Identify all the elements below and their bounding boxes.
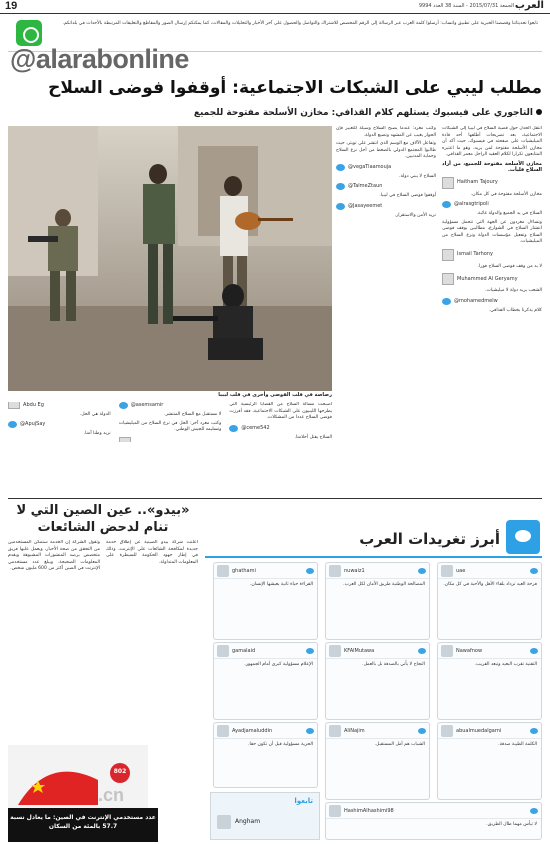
tweet-user: @alrasgtripoli [454,201,489,208]
tweet-card-user: Nawafnow [456,647,483,654]
twitter-bird-icon [336,164,345,171]
avatar [217,815,231,829]
tweet-text: أوقفوا فوضى السلاح في ليبيا. [379,193,436,198]
tweet-text: نريد الأمن والاستقرار. [394,212,436,218]
masthead-logo: العرب [514,0,544,11]
tweet-card-user: Ayadjamaluddin [232,727,273,734]
tweet-card-text: المصالحة الوطنية طريق الأمان لكل العرب. [343,582,425,587]
tweet-embed[interactable] [119,402,222,409]
twitter-bird-icon [418,648,426,654]
tweet-user: @vegaTiaamouja [348,163,392,170]
tweet-embed[interactable] [336,183,436,190]
tweet-quote: مخازن الأسلحة مفتوحة للجميع، من أراد السلاح فليأت. [442,160,542,173]
china-article-body [8,540,198,740]
tweets-section-title: أبرز تغريدات العرب [359,530,500,548]
tweet-embed[interactable] [336,164,436,171]
tweet-card-user: gamalaid [232,647,256,654]
tweet-card-text: الكلمة الطيبة صدقة. [498,742,537,747]
whatsapp-icon [16,20,42,46]
tweet-text: نريد وطنا آمنا. [83,431,111,437]
follow-box[interactable] [210,792,320,840]
tweet-user: @asemsamir [130,402,164,409]
tweet-user: @ApujSay [20,421,46,428]
domain-label: .cn [98,785,125,805]
tweet-card[interactable] [213,642,318,720]
tweet-card[interactable] [325,802,542,840]
tweet-text: لا مستقبل مع السلاح المنتشر. [164,412,222,417]
tweet-embed[interactable] [442,177,542,189]
tweet-card-user: AliNajim [344,727,365,734]
main-photo [8,126,332,391]
twitter-bird-icon [306,728,314,734]
twitter-bird-icon [530,808,538,814]
tweet-card-user: abualmuedalgarni [456,727,502,734]
tweet-embed[interactable] [442,249,542,261]
tweet-card-text: الشباب هم أمل المستقبل. [374,742,425,747]
china-body: وتقول الشركة إن الخدمة ستمكن المستخدمين من التحقق من صحة الأخبار، ويعمل عليها فريق متخصص يرصد المنشورات المشبوهة ويقدم المعلومات الصحيحة. ويبلغ عدد مستخدمي الإنترنت في الصين أكثر من 600 مليون شخص. [8,540,100,571]
page-number: 19 [5,0,18,12]
twitter-bird-icon [336,183,345,190]
tweet-embed[interactable] [442,298,542,305]
twitter-bird-icon [8,421,17,428]
tweet-user: Muhammed Al Geryamy [457,275,518,282]
china-article-title: «بيدو».. عين الصين التي لا تنام لدحض الشائعات [16,503,190,535]
fighters-photo [8,126,332,391]
tweet-text: مخازن الأسلحة مفتوحة في كل مكان. [470,191,542,197]
twitter-bird-icon [530,648,538,654]
tweet-card-text: لا تيأس مهما طال الطريق. [486,822,537,827]
twitter-bird-icon [530,568,538,574]
tweet-embed[interactable] [336,203,436,210]
article-column-middle [336,126,436,494]
avatar [441,725,453,737]
section-rule [205,556,542,558]
tweet-user: @Jasayeemet [348,202,383,209]
tweet-embed[interactable] [229,425,332,432]
bullet-icon [536,109,542,115]
tweet-card-text: فرحة العيد تزداد بلقاء الأهل والأحبة في كل مكان. [443,582,537,587]
follow-label: تابعوا [294,797,313,805]
headline: مطلب ليبي على الشبكات الاجتماعية: أوقفوا فوضى السلاح [48,78,542,98]
twitter-bird-icon [442,298,451,305]
avatar [441,645,453,657]
article-column-left [8,402,332,494]
avatar [329,725,341,737]
tweet-card[interactable] [325,562,430,640]
tweet-card[interactable] [437,722,542,800]
badge-count: 802 [113,768,127,775]
follow-user: Angham [235,818,261,825]
tweet-card-text: القراءة حياة ثانية يعيشها الإنسان. [249,582,313,587]
tweet-user: @mohamedmelw [454,297,498,304]
tweet-text: السلاح في يد الجميع والدولة غائبة. [476,211,542,216]
tweet-embed[interactable] [8,421,111,428]
column-body: وتفاعل الآلاف مع الوسم الذي انتشر على تويتر، حيث طالبوا المجتمع الدولي بالضغط من أجل نزع السلاح وحماية المدنيين. [336,141,436,159]
tweet-card[interactable] [437,642,542,720]
top-bar [0,0,550,14]
avatar [442,249,454,261]
tweet-embed[interactable] [442,201,542,208]
ad-text: تابعوا تحديثاتنا وقصصنا الخبرية على تطبيق واتساب: أرسلوا كلمة العرب عبر الرسالة إلى الرقم المخصص للاشتراك والتواصل والحصول على آخر الأخبار والتحليلات والمقالات، كما يمكنكم إرسال الصور والمقاطع والتعليقات المرتبطة بالأحداث في بلدانكم. [62,21,538,26]
social-handle: @alarabonline [10,44,189,74]
avatar [329,805,341,817]
tweet-card[interactable] [437,562,542,640]
twitter-bird-icon [119,402,128,409]
tweet-card-user: nuwaiz1 [344,567,365,574]
twitter-bird-icon [530,728,538,734]
section-divider [8,498,542,499]
tweet-text: السلاح يقتل أحلامنا. [294,434,332,440]
column-lead: انتقل الجدل حول قضية السلاح في ليبيا إلى الشبكات الاجتماعية، بعد تصريحات أطلقها أحد قادة الميليشيات على صفحته في فيسبوك، حيث أكد أن مخازن الأسلحة مفتوحة لمن يريد، وهو ما اعتبره المتابعون تكرارا لكلام العقيد الراحل معمر القذافي. [442,126,542,157]
avatar [442,177,454,189]
tweet-card-user: KFAlMutawa [344,647,375,654]
column-lead: وكتب مغرد: عندما يصبح السلاح وسيلة للتعبير فإن الحوار يغيب عن المشهد وتضيع الدولة. [336,126,436,138]
photo-caption: رصاصة في قلب الفوضى وأخرى في قلب ليبيا [218,392,332,398]
tweet-embed[interactable] [442,273,542,285]
china-flag-graphic [8,745,148,815]
tweet-card[interactable] [325,722,430,800]
column-lead: أصبحت مسألة السلاح من القضايا الرئيسية التي يطرحها الليبيون على الشبكات الاجتماعية، فقد أفرزت فوضى السلاح عددا من المشكلات. [229,402,332,420]
twitter-bird-icon [306,648,314,654]
tweet-card-user: uae [456,567,466,574]
subheadline-text: التاجوري على فيسبوك يستلهم كلام القذافي: مخازن الأسلحة مفتوحة للجميع [193,108,533,118]
twitter-bird-icon [336,203,345,210]
avatar [217,565,229,577]
tweet-text: الشعب يريد دولة لا ميليشيات. [484,288,542,293]
subheadline [22,108,542,118]
avatar [441,565,453,577]
twitter-logo-icon [506,520,540,554]
tweet-card[interactable] [213,722,318,788]
column-body: وتساءل مغردون عن الجهة التي تتحمل مسؤولية انتشار السلاح في الشوارع، مطالبين بوقف فوضى السلاح وتفعيل مؤسسات الدولة ونزع السلاح من الميليشيات. [442,219,542,244]
dateline: الجمعة 2015/07/31 - السنة 38 العدد 9994 [418,3,514,9]
avatar [329,645,341,657]
twitter-bird-icon [418,728,426,734]
twitter-bird-icon [442,201,451,208]
avatar [442,273,454,285]
twitter-bird-icon [306,568,314,574]
avatar [217,645,229,657]
tweet-card-text: النجاح لا يأتي بالصدفة بل بالعمل. [362,662,425,667]
china-lead: أعلنت شركة بيدو الصينية عن إطلاق خدمة جديدة لمكافحة الشائعات على الإنترنت، وذلك في إطار جهود الحكومة للسيطرة على المعلومات المتداولة. [106,540,198,565]
tweet-card[interactable] [213,562,318,640]
tweet-user: Ismail Tarhony [457,251,493,258]
tweet-card-text: الإعلام مسؤولية كبرى أمام الجمهور. [244,662,313,667]
tweet-text: الدولة هي الحل. [79,411,111,417]
tweet-card-user: ghathami [232,567,256,574]
china-caption: عدد مستخدمي الإنترنت في الصين: ما يعادل نسبة 57.7 بالمئة من السكان [8,808,158,842]
article-column-right [442,126,542,494]
tweet-user: Abdu Eg [23,402,44,408]
column-body: وكتب مغرد آخر: الحل في نزع السلاح من الميليشيات وتسليمه للجيش الوطني. [118,420,222,432]
tweet-card[interactable] [325,642,430,720]
tweet-card-text: التقنية تقرب البعيد وتبعد القريب. [474,662,537,667]
twitter-bird-icon [418,568,426,574]
tweet-text: كلام يذكرنا بخطاب القذافي. [488,307,542,313]
tweet-text: السلاح لا يبني دولة. [399,173,436,179]
tweet-user: @ceme542 [241,424,270,431]
tweet-card-user: HashimAlhashimi98 [344,807,394,814]
tweet-user: @TalmeZtaun [348,183,383,190]
avatar [329,565,341,577]
tweet-card-text: الحرية مسؤولية قبل أن تكون حقا. [248,742,313,747]
tweet-user: Haitham Tajoury [457,179,498,186]
tweet-text: لا بد من وقف فوضى السلاح فورا. [477,263,542,269]
avatar [217,725,229,737]
twitter-bird-icon [229,425,238,432]
